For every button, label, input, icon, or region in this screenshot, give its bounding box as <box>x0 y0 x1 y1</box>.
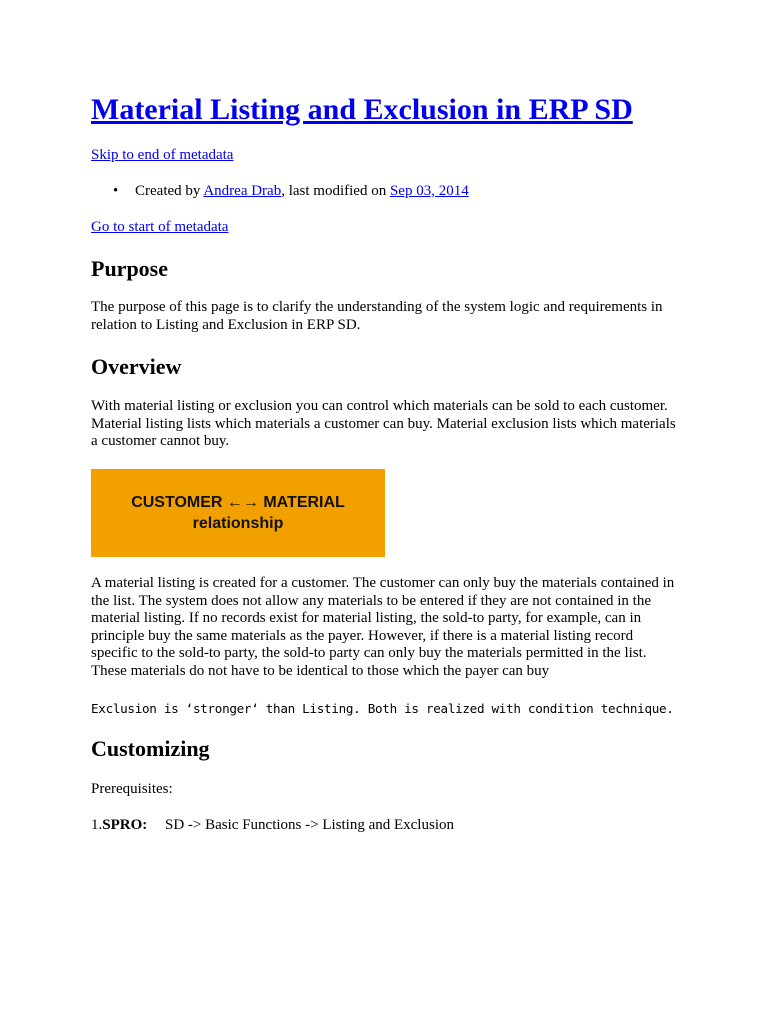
page-title <box>91 92 633 128</box>
metadata-item <box>91 182 469 200</box>
modified-date-link[interactable]: Sep 03, 2014 <box>389 183 469 199</box>
spro-step <box>91 816 454 834</box>
purpose-heading: Purpose <box>91 256 168 281</box>
modified-prefix: , last modified on <box>281 183 390 199</box>
customizing-heading: Customizing <box>91 736 210 761</box>
go-to-start-of-metadata-link[interactable]: Go to start of metadata <box>91 219 229 235</box>
relationship-box-line1: CUSTOMER ←→ MATERIAL <box>131 494 345 511</box>
skip-to-end-of-metadata-link[interactable]: Skip to end of metadata <box>91 147 234 163</box>
relationship-box-line2: relationship <box>192 515 284 532</box>
prerequisites-label: Prerequisites: <box>91 781 173 797</box>
page-title-link[interactable]: Material Listing and Exclusion in ERP SD <box>91 93 633 126</box>
step-number: 1. <box>91 817 103 833</box>
author-link[interactable]: Andrea Drab <box>203 183 282 199</box>
step-label: SPRO: <box>102 817 148 833</box>
overview-detail: A material listing is created for a customer. The customer can only buy the materials contained in the list. The system does not allow any materials to be entered if they are not contained in the material listing. If no records exist for material listing, the sold-to party, for example, can in principle buy the same materials as the payer. However, if there is a material listing record specific to the sold-to party, the sold-to party can only buy the materials permitted in the list. These materials do not have to be identical to those which the payer can buy <box>91 575 675 679</box>
purpose-text: The purpose of this page is to clarify the understanding of the system logic and requirements in relation to Listing and Exclusion in ERP SD. <box>91 299 663 333</box>
customer-material-relationship-box <box>91 469 385 557</box>
step-path: SD -> Basic Functions -> Listing and Exclusion <box>165 817 454 833</box>
bullet-icon: • <box>113 183 119 199</box>
overview-intro: With material listing or exclusion you can control which materials can be sold to each customer. Material listing lists which materials a customer can buy. Material exclusion lists which materials a customer cannot buy. <box>91 398 676 450</box>
overview-heading: Overview <box>91 354 182 379</box>
created-prefix: Created by <box>135 183 204 199</box>
exclusion-note: Exclusion is ‘stronger‘ than Listing. Both is realized with condition technique. <box>91 701 674 716</box>
metadata-list <box>91 182 469 200</box>
